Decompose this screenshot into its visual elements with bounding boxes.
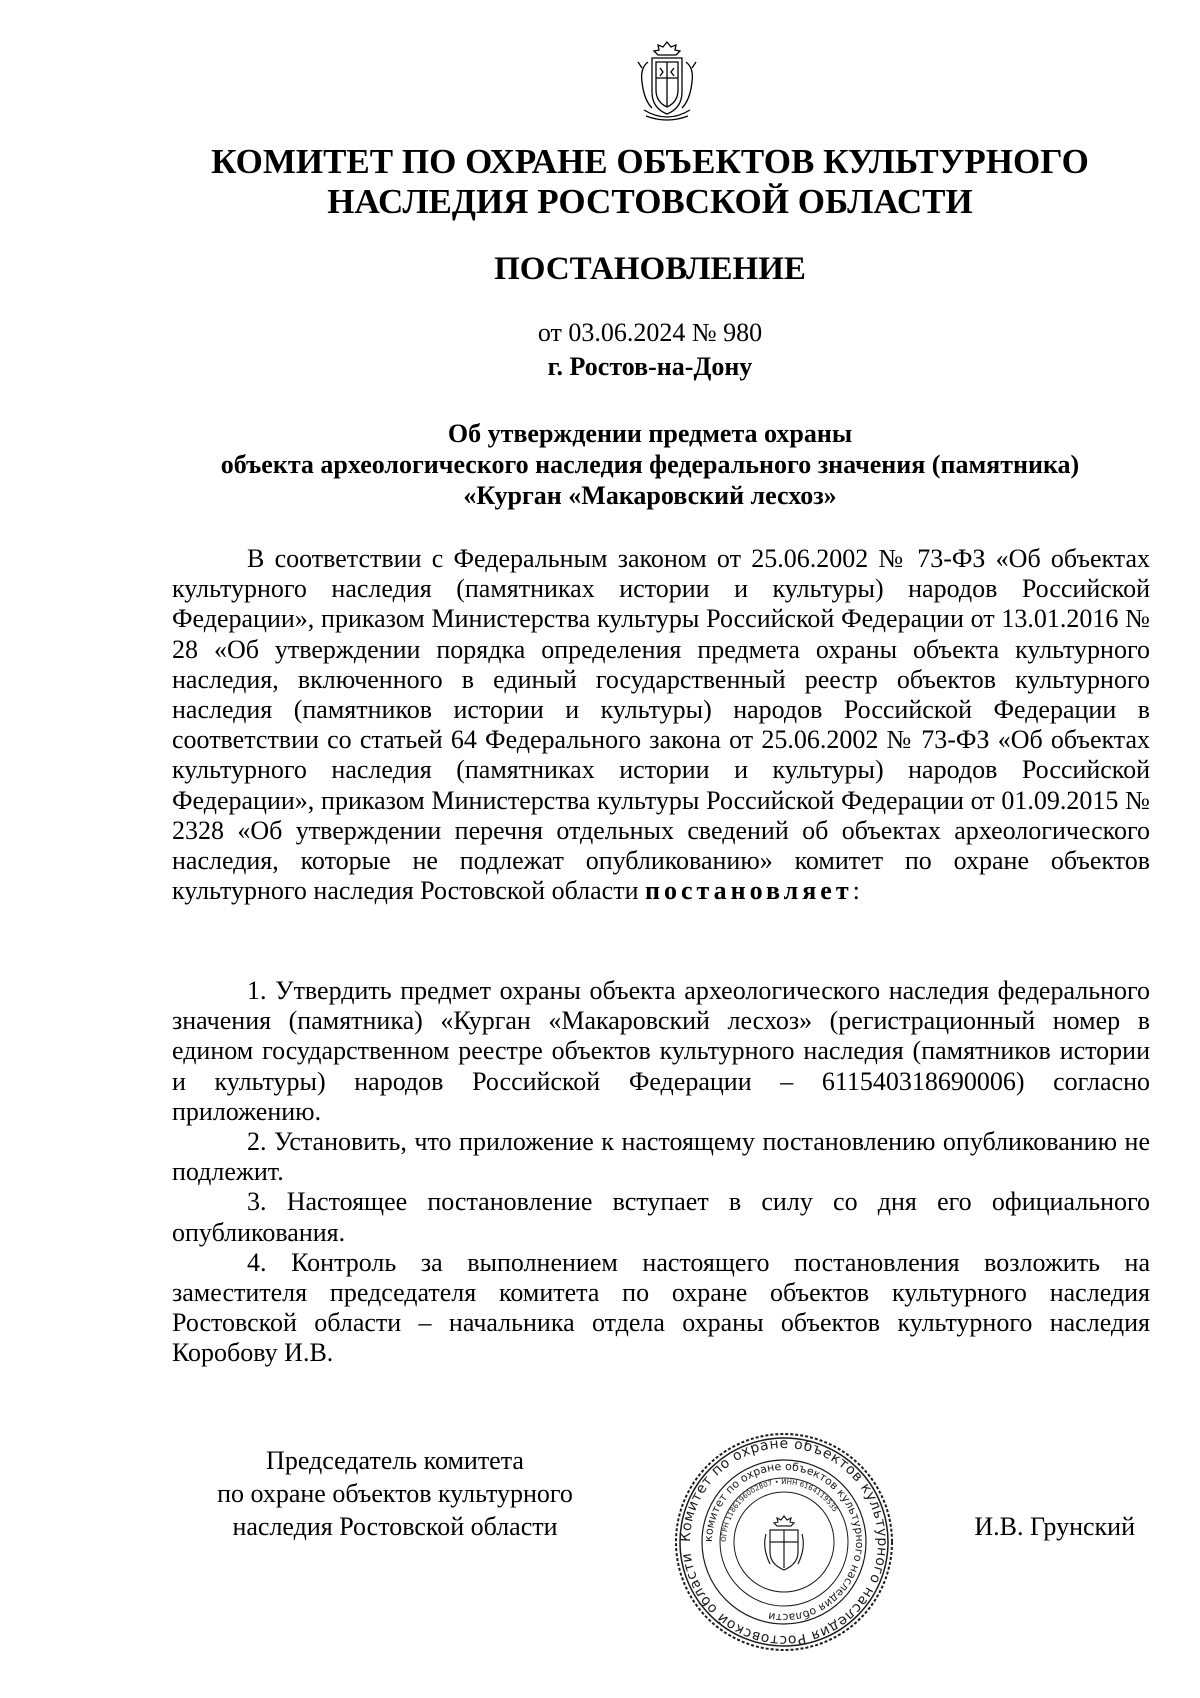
subject-line: объекта археологического наследия федерального значения (памятника)	[220, 450, 1080, 479]
document-subject	[170, 418, 1130, 511]
seal-registration-text: ОГРН 1186196002807 • ИНН 6164119535	[719, 1477, 839, 1543]
preamble-tail: :	[852, 876, 860, 906]
signatory-title-line: по охране объектов культурного	[217, 1479, 573, 1508]
decree-point: 4. Контроль за выполнением настоящего постановления возложить на заместителя председателя комитета по охране объектов культурного наследия Ростовской области – начальника отдела охраны объектов культурного наследия Коробову И.В.	[172, 1247, 1150, 1368]
subject-line: «Курган «Макаровский лесхоз»	[463, 481, 837, 510]
document-date-number: от 03.06.2024 № 980	[537, 318, 763, 347]
decree-point: 2. Установить, что приложение к настоящему постановлению опубликованию не подлежит.	[172, 1127, 1150, 1187]
document-type: ПОСТАНОВЛЕНИЕ	[494, 251, 806, 287]
subject-line: Об утверждении предмета охраны	[447, 419, 853, 448]
decree-points	[172, 976, 1150, 1369]
signatory-title-line: наследия Ростовской области	[232, 1512, 558, 1541]
decree-point: 3. Настоящее постановление вступает в силу со дня его официального опубликования.	[172, 1187, 1150, 1247]
decree-word: постановляет	[645, 876, 853, 906]
organization-title-line: КОМИТЕТ ПО ОХРАНЕ ОБЪЕКТОВ КУЛЬТУРНОГО	[211, 142, 1089, 181]
decree-point: 1. Утвердить предмет охраны объекта археологического наследия федерального значения (памятника) «Курган «Макаровский лесхоз» (регистрационный номер в едином государственном реестре объектов культурного наследия (памятников истории и культуры) народов Российской Федерации – 611540318690006) согласно приложению.	[172, 976, 1150, 1126]
signatory-name: И.В. Грунский	[974, 1512, 1135, 1541]
signatory-title	[170, 1444, 620, 1543]
seal-outer-text: Комитет по охране объектов культурного наследия Ростовской области	[677, 1435, 891, 1649]
document-city: г. Ростов-на-Дону	[547, 352, 753, 381]
seal-inner-text: комитет по охране объектов культурного наследия области	[701, 1459, 867, 1625]
preamble-paragraph	[172, 544, 1150, 906]
official-seal-stamp	[672, 1430, 896, 1654]
organization-title-line: НАСЛЕДИЯ РОСТОВСКОЙ ОБЛАСТИ	[327, 182, 973, 221]
preamble-text: В соответствии с Федеральным законом от 25.06.2002 № 73-ФЗ «Об объектах культурного наследия (памятниках истории и культуры) народов Российской Федерации», приказом Министерства культуры Российской Федерации от 13.01.2016 № 28 «Об утверждении порядка определения предмета охраны объекта культурного наследия, включенного в единый государственный реестр объектов культурного наследия (памятников истории и культуры) народов Российской Федерации в соответствии со статьей 64 Федерального закона от 25.06.2002 № 73-ФЗ «Об объектах культурного наследия (памятниках истории и культуры) народов Российской Федерации», приказом Министерства культуры Российской Федерации от 01.09.2015 № 2328 «Об утверждении перечня отдельных сведений об объектах археологического наследия, которые не подлежат опубликованию» комитет по охране объектов культурного наследия Ростовской области	[172, 544, 1150, 906]
signatory-title-line: Председатель комитета	[266, 1446, 524, 1475]
coat-of-arms-icon	[634, 38, 700, 124]
organization-title	[170, 142, 1130, 222]
